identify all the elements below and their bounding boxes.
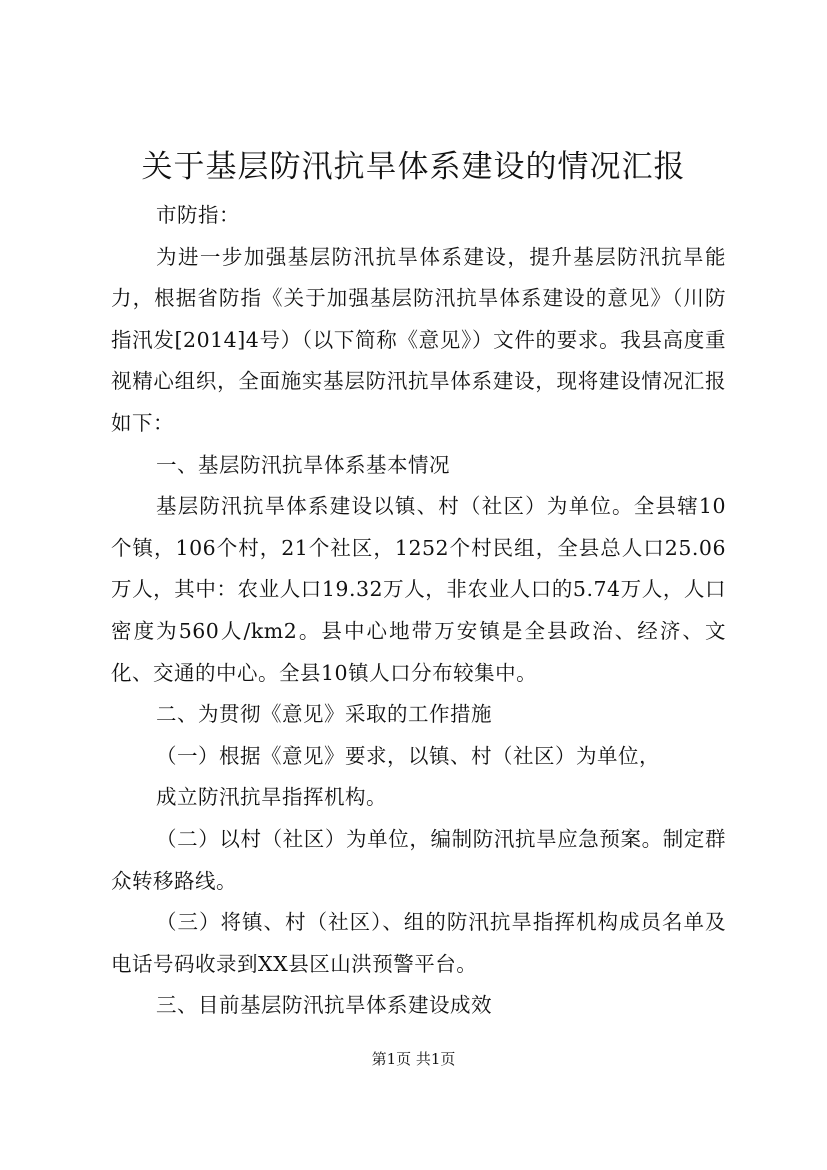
heading-section-2: 二、为贯彻《意见》采取的工作措施: [156, 702, 492, 727]
heading-section-3: 三、目前基层防汛抗旱体系建设成效: [156, 993, 492, 1018]
measure-item-3: （三）将镇、村（社区）、组的防汛抗旱指挥机构成员名单及电话号码收录到XX县区山洪预警平台。: [111, 910, 726, 976]
salutation: 市防指：: [156, 203, 240, 227]
measure-item-2: （二）以村（社区）为单位，编制防汛抗旱应急预案。制定群众转移路线。: [111, 826, 726, 893]
paragraph-intro: 为进一步加强基层防汛抗旱体系建设，提升基层防汛抗旱能力，根据省防指《关于加强基层防汛抗旱体系建设的意见》（川防指汛发[2014]4号）（以下简称《意见》）文件的要求。我县高度重视精心组织，全面施实基层防汛抗旱体系建设，现将建设情况汇报如下：: [111, 244, 726, 435]
measure-item-1-cont: 成立防汛抗旱指挥机构。: [156, 785, 387, 810]
measure-item-1: （一）根据《意见》要求，以镇、村（社区）为单位，: [156, 743, 660, 768]
document-title: 关于基层防汛抗旱体系建设的情况汇报: [141, 149, 686, 185]
paragraph-basic-info: 基层防汛抗旱体系建设以镇、村（社区）为单位。全县辖10个镇，106个村，21个社区，1252个村民组，全县总人口25.06万人，其中：农业人口19.32万人，非农业人口的5.74万人，人口密度为560人/km2。县中心地带万安镇是全县政治、经济、文化、交通的中心。全县10镇人口分布较集中。: [111, 494, 726, 685]
page-number: 第1页 共1页: [371, 1050, 456, 1068]
document-body: [111, 195, 726, 1027]
heading-section-1: 一、基层防汛抗旱体系基本情况: [156, 452, 450, 477]
